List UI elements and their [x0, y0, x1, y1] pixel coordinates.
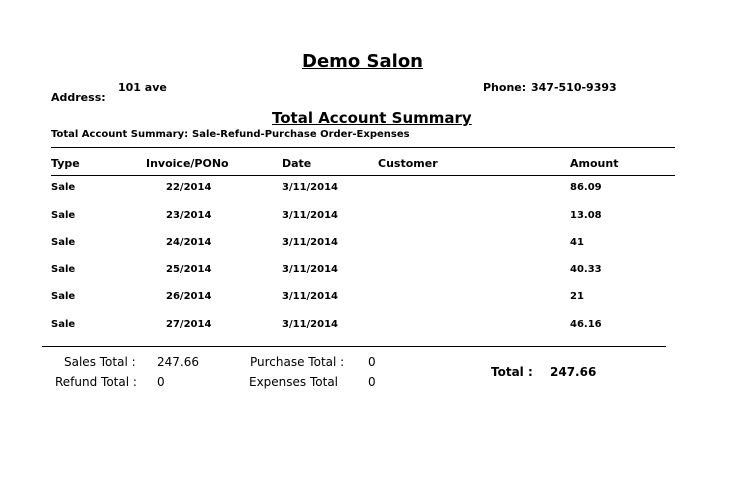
column-header-amount: Amount — [570, 157, 619, 170]
purchase-total-label: Purchase Total : — [250, 355, 345, 369]
sales-total-label: Sales Total : — [64, 355, 136, 369]
row-invoice: 24/2014 — [166, 237, 212, 248]
row-date: 3/11/2014 — [282, 291, 339, 302]
grand-total-value: 247.66 — [550, 365, 597, 379]
expenses-total-label: Expenses Total — [249, 375, 339, 389]
refund-total-label: Refund Total : — [55, 375, 137, 389]
row-amount: 86.09 — [570, 182, 602, 193]
report-subtitle: Sale-Refund-Purchase Order-Expenses — [192, 129, 410, 140]
row-date: 3/11/2014 — [282, 264, 339, 275]
report-title: Total Account Summary — [272, 109, 472, 127]
row-type: Sale — [51, 264, 76, 275]
row-invoice: 27/2014 — [166, 319, 212, 330]
row-amount: 21 — [570, 291, 584, 302]
row-amount: 41 — [570, 237, 584, 248]
header-bottom-divider — [51, 175, 675, 176]
purchase-total-value: 0 — [368, 355, 376, 369]
table-row — [0, 237, 750, 257]
company-name: Demo Salon — [302, 51, 423, 72]
report-subtitle-label: Total Account Summary: — [51, 129, 189, 140]
row-amount: 13.08 — [570, 210, 602, 221]
refund-total-value: 0 — [157, 375, 165, 389]
row-type: Sale — [51, 319, 76, 330]
row-invoice: 26/2014 — [166, 291, 212, 302]
phone-value: 347-510-9393 — [531, 81, 617, 94]
table-row — [0, 319, 750, 339]
row-invoice: 22/2014 — [166, 182, 212, 193]
grand-total-label: Total : — [491, 365, 533, 379]
table-row — [0, 264, 750, 284]
row-type: Sale — [51, 182, 76, 193]
table-row — [0, 182, 750, 202]
address-value: 101 ave — [118, 81, 167, 94]
row-date: 3/11/2014 — [282, 237, 339, 248]
row-date: 3/11/2014 — [282, 319, 339, 330]
row-amount: 40.33 — [570, 264, 602, 275]
phone-label: Phone: — [483, 81, 527, 94]
row-type: Sale — [51, 237, 76, 248]
sales-total-value: 247.66 — [157, 355, 199, 369]
header-top-divider — [51, 147, 675, 148]
row-type: Sale — [51, 210, 76, 221]
row-invoice: 25/2014 — [166, 264, 212, 275]
row-type: Sale — [51, 291, 76, 302]
row-date: 3/11/2014 — [282, 210, 339, 221]
expenses-total-value: 0 — [368, 375, 376, 389]
address-label: Address: — [51, 91, 106, 104]
column-header-type: Type — [51, 157, 80, 170]
row-amount: 46.16 — [570, 319, 602, 330]
table-row — [0, 210, 750, 230]
column-header-date: Date — [282, 157, 312, 170]
row-invoice: 23/2014 — [166, 210, 212, 221]
table-row — [0, 291, 750, 311]
column-header-invoice: Invoice/PONo — [146, 157, 229, 170]
row-date: 3/11/2014 — [282, 182, 339, 193]
column-header-customer: Customer — [378, 157, 438, 170]
footer-divider — [42, 346, 666, 347]
